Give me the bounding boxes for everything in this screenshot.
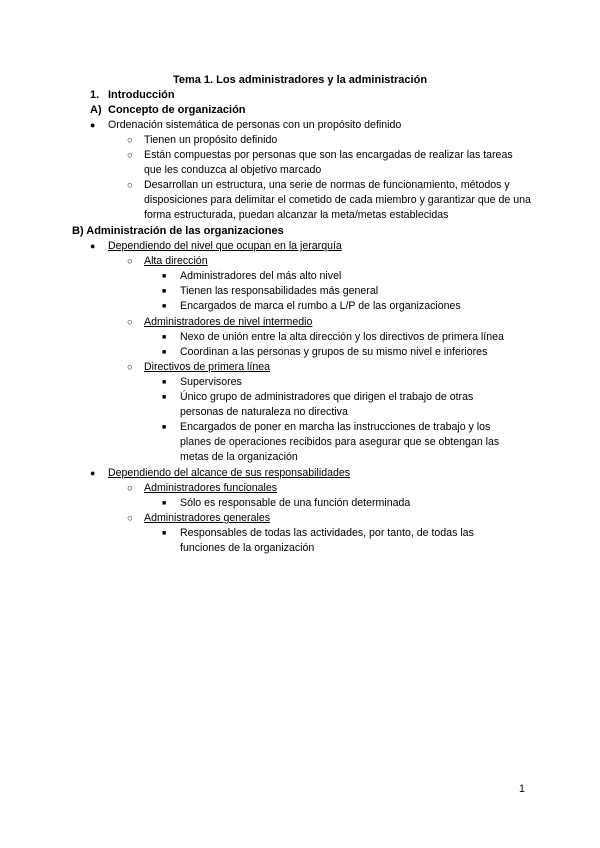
- document-title: Tema 1. Los administradores y la administración: [172, 74, 428, 86]
- bullet-marker: ●: [90, 120, 96, 130]
- list-item: [162, 390, 512, 420]
- list-item-text: Están compuestas por personas que son las encargadas de realizar las tareas que les conduzca al objetivo marcado: [144, 149, 513, 177]
- list-item-text: Dependiendo del alcance de sus responsabilidades: [108, 467, 351, 479]
- list-item: [127, 178, 537, 224]
- list-item: [90, 239, 530, 254]
- list-item-text: Tienen las responsabilidades más general: [180, 285, 379, 297]
- page-number: 1: [519, 783, 525, 795]
- list-item-text: Desarrollan un estructura, una serie de normas de funcionamiento, métodos y disposiciones para delimitar el cometido de cada miembro y garantizar que de una forma estructurada, puedan alcanzar la meta/metas establecidas: [144, 179, 531, 222]
- heading-number: A): [90, 104, 102, 116]
- heading-introduccion: [90, 88, 175, 103]
- heading-label: Concepto de organización: [108, 104, 246, 116]
- list-item-text: Administradores generales: [144, 512, 271, 524]
- bullet-marker: ■: [162, 303, 167, 310]
- list-item: [162, 526, 502, 556]
- bullet-marker: ○: [127, 483, 133, 494]
- list-item-text: Único grupo de administradores que dirigen el trabajo de otras personas de naturaleza no directiva: [180, 391, 474, 419]
- bullet-marker: ○: [127, 135, 133, 146]
- list-item-text: Responsables de todas las actividades, por tanto, de todas las funciones de la organización: [180, 527, 474, 555]
- bullet-marker: ■: [162, 379, 167, 386]
- heading-label: Introducción: [108, 89, 175, 101]
- list-item: [127, 481, 527, 496]
- bullet-marker: ○: [127, 317, 133, 328]
- list-item: [127, 511, 527, 526]
- list-item: [162, 299, 532, 314]
- list-item: [127, 148, 517, 178]
- bullet-marker: ■: [162, 349, 167, 356]
- list-item: [90, 118, 530, 133]
- bullet-marker: ■: [162, 273, 167, 280]
- list-item-text: Encargados de marca el rumbo a L/P de las organizaciones: [180, 300, 461, 312]
- list-item: [162, 284, 532, 299]
- list-item: [162, 496, 532, 511]
- list-item-text: Sólo es responsable de una función determinada: [180, 497, 411, 509]
- list-item: [162, 330, 532, 345]
- list-item-text: Administradores del más alto nivel: [180, 270, 342, 282]
- list-item-text: Coordinan a las personas y grupos de su mismo nivel e inferiores: [180, 346, 488, 358]
- list-item: [127, 360, 527, 375]
- heading-concepto: [90, 103, 246, 118]
- list-item: [127, 315, 527, 330]
- bullet-marker: ○: [127, 513, 133, 524]
- bullet-marker: ○: [127, 256, 133, 267]
- list-item-text: Administradores de nivel intermedio: [144, 316, 313, 328]
- list-item: [162, 269, 532, 284]
- bullet-marker: ■: [162, 424, 167, 431]
- bullet-marker: ○: [127, 362, 133, 373]
- list-item-text: Alta dirección: [144, 255, 208, 267]
- list-item-text: Nexo de unión entre la alta dirección y los directivos de primera línea: [180, 331, 504, 343]
- list-item: [127, 133, 527, 148]
- list-item: [90, 466, 530, 481]
- bullet-marker: ■: [162, 288, 167, 295]
- list-item-text: Tienen un propósito definido: [144, 134, 278, 146]
- heading-number: 1.: [90, 89, 100, 101]
- bullet-marker: ●: [90, 241, 96, 251]
- list-item-text: Administradores funcionales: [144, 482, 278, 494]
- bullet-marker: ○: [127, 150, 133, 161]
- list-item: [162, 345, 532, 360]
- list-item-text: Dependiendo del nivel que ocupan en la jerarquía: [108, 240, 342, 252]
- bullet-marker: ○: [127, 180, 133, 191]
- list-item: [162, 420, 522, 466]
- list-item-text: Directivos de primera línea: [144, 361, 270, 373]
- list-item-text: Ordenación sistemática de personas con un propósito definido: [108, 119, 402, 131]
- bullet-marker: ■: [162, 530, 167, 537]
- list-item-text: Supervisores: [180, 376, 242, 388]
- list-item-text: Encargados de poner en marcha las instrucciones de trabajo y los planes de operaciones recibidos para asegurar que se obtengan las metas de la organización: [180, 421, 500, 464]
- bullet-marker: ■: [162, 394, 167, 401]
- bullet-marker: ●: [90, 468, 96, 478]
- list-item: [162, 375, 532, 390]
- heading-administracion: B) Administración de las organizaciones: [72, 225, 284, 237]
- list-item: [127, 254, 527, 269]
- bullet-marker: ■: [162, 334, 167, 341]
- bullet-marker: ■: [162, 500, 167, 507]
